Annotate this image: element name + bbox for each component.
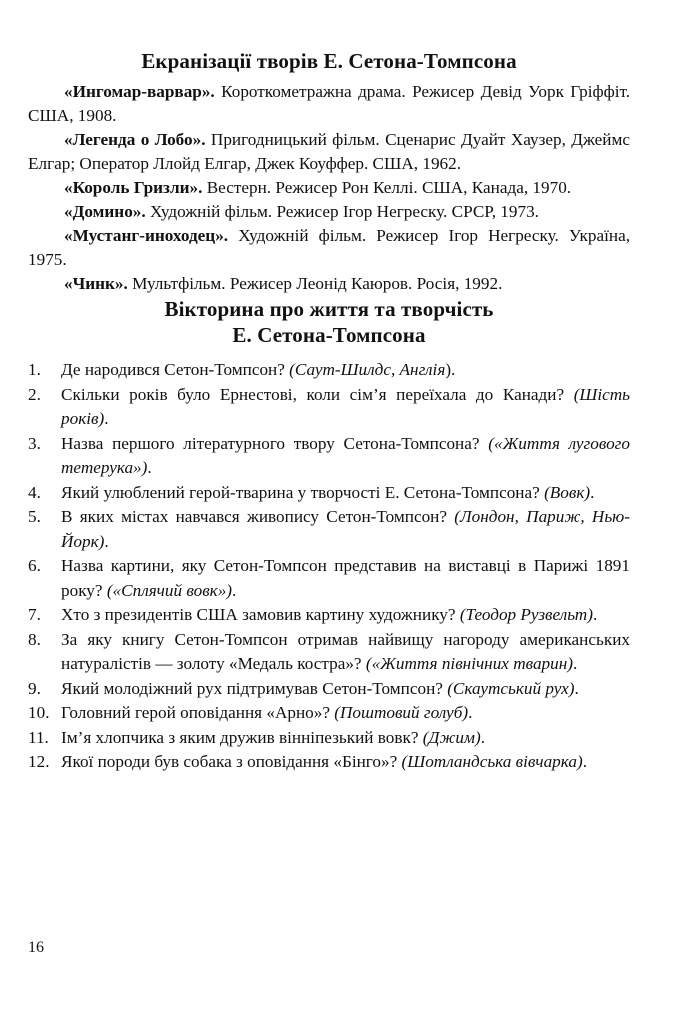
film-title: «Чинк». [64,274,128,293]
question-text: Назва першого літературного твору Сетона-Томпсона? [61,433,489,453]
quiz-question [28,481,630,506]
question-number: 1. [28,360,41,379]
question-tail: ). [445,360,456,379]
quiz-question [28,701,630,726]
question-answer: (Скаутський рух) [447,678,575,698]
question-text: Хто з президентів США замовив картину художнику? [61,605,460,624]
question-tail: . [147,458,152,477]
quiz-section-title [28,296,630,348]
film-entry [28,80,630,128]
question-tail: . [104,409,109,428]
film-title: «Легенда о Лобо». [64,130,206,149]
question-tail: . [582,752,587,771]
quiz-question [28,603,630,628]
question-number: 12. [28,752,50,771]
page-content [28,48,630,775]
question-text: Ім’я хлопчика з яким дружив вінніпезький вовк? [61,727,423,747]
question-number: 6. [28,556,41,575]
question-answer: (Вовк) [544,482,591,502]
quiz-question [28,358,630,383]
film-description: Мультфільм. Режисер Леонід Каюров. Росія, 1992. [127,274,503,293]
quiz-question [28,432,630,481]
question-tail: . [232,580,237,600]
quiz-title-line2: Е. Сетона-Томпсона [232,323,426,347]
question-text: В яких містах навчався живопису Сетон-Томпсон? [61,507,455,526]
question-text: Головний герой оповідання «Арно»? [61,703,335,722]
film-title: «Король Гризли». [64,178,203,197]
question-number: 2. [28,384,41,404]
quiz-question [28,554,630,603]
film-description: Художній фільм. Режисер Ігор Негреску. Україна, 1975. [28,226,630,269]
film-entry [28,272,630,296]
question-answer: («Життя лугового тетерука») [61,433,630,477]
question-answer: (Шотландська вівчарка) [401,752,583,771]
question-number: 7. [28,605,41,624]
question-answer: («Сплячий вовк») [106,580,233,600]
question-tail: . [592,605,598,624]
quiz-question [28,750,630,775]
film-entry [28,176,630,200]
question-text: Назва картини, яку Сетон-Томпсон представив на виставці в Парижі 1891 року? [61,556,630,600]
question-number: 9. [28,678,41,698]
question-tail: . [104,531,109,551]
question-text: Який улюблений герой-тварина у творчості Е. Сетона-Томпсона? [61,482,545,502]
quiz-question [28,505,630,554]
question-tail: . [480,727,486,747]
film-description: Художній фільм. Режисер Ігор Негреску. СРСР, 1973. [145,202,539,221]
question-number: 3. [28,433,41,453]
film-title: «Ингомар-варвар». [64,82,215,101]
question-text: Якої породи був собака з оповідання «Бінго»? [61,752,402,771]
film-description: Пригодницький фільм. Сценарис Дуайт Хаузер, Джеймс Елгар; Оператор Ллойд Елгар, Джек Коуффер. США, 1962. [28,130,630,173]
question-number: 5. [28,507,41,526]
quiz-question [28,677,630,702]
question-answer: (Шість років) [61,384,630,428]
film-description: Короткометражна драма. Режисер Девід Уорк Гріффіт. США, 1908. [28,82,630,125]
question-number: 4. [28,482,41,502]
page-number: 16 [28,939,44,956]
question-text: Скільки років було Ернестові, коли сім’я переїхала до Канади? [61,384,574,404]
question-tail: . [468,703,473,722]
question-number: 11. [28,727,49,747]
film-entry [28,200,630,224]
question-text: За яку книгу Сетон-Томпсон отримав найвищу нагороду американських натуралістів — золоту «Медаль костра»? [61,629,630,673]
question-text: Який молодіжний рух підтримував Сетон-Томпсон? [61,678,448,698]
quiz-question [28,628,630,677]
films-section-title: Екранізації творів Е. Сетона-Томпсона [141,49,517,73]
quiz-question [28,383,630,432]
question-tail: . [574,678,579,698]
quiz-list [28,358,630,775]
question-answer: (Джим) [422,727,481,747]
question-number: 10. [28,703,50,722]
question-answer: (Теодор Рузвельт) [459,605,593,624]
film-entry [28,224,630,272]
question-answer: (Саут-Шилдс, Англія [289,360,446,379]
question-answer: («Життя північних тварин) [365,654,573,673]
question-text: Де народився Сетон-Томпсон? [61,360,290,379]
film-title: «Мустанг-иноходец». [64,226,229,245]
question-answer: (Поштовий голуб) [334,703,469,722]
film-description: Вестерн. Режисер Рон Келлі. США, Канада, 1970. [202,178,572,197]
question-number: 8. [28,629,41,649]
quiz-question [28,726,630,751]
question-answer: (Лондон, Париж, Нью-Йорк) [61,507,630,551]
question-tail: . [590,482,595,502]
film-title: «Домино». [64,202,146,221]
films-list [28,80,630,296]
quiz-title-line1: Вікторина про життя та творчість [164,297,494,321]
question-tail: . [573,654,578,673]
film-entry [28,128,630,176]
